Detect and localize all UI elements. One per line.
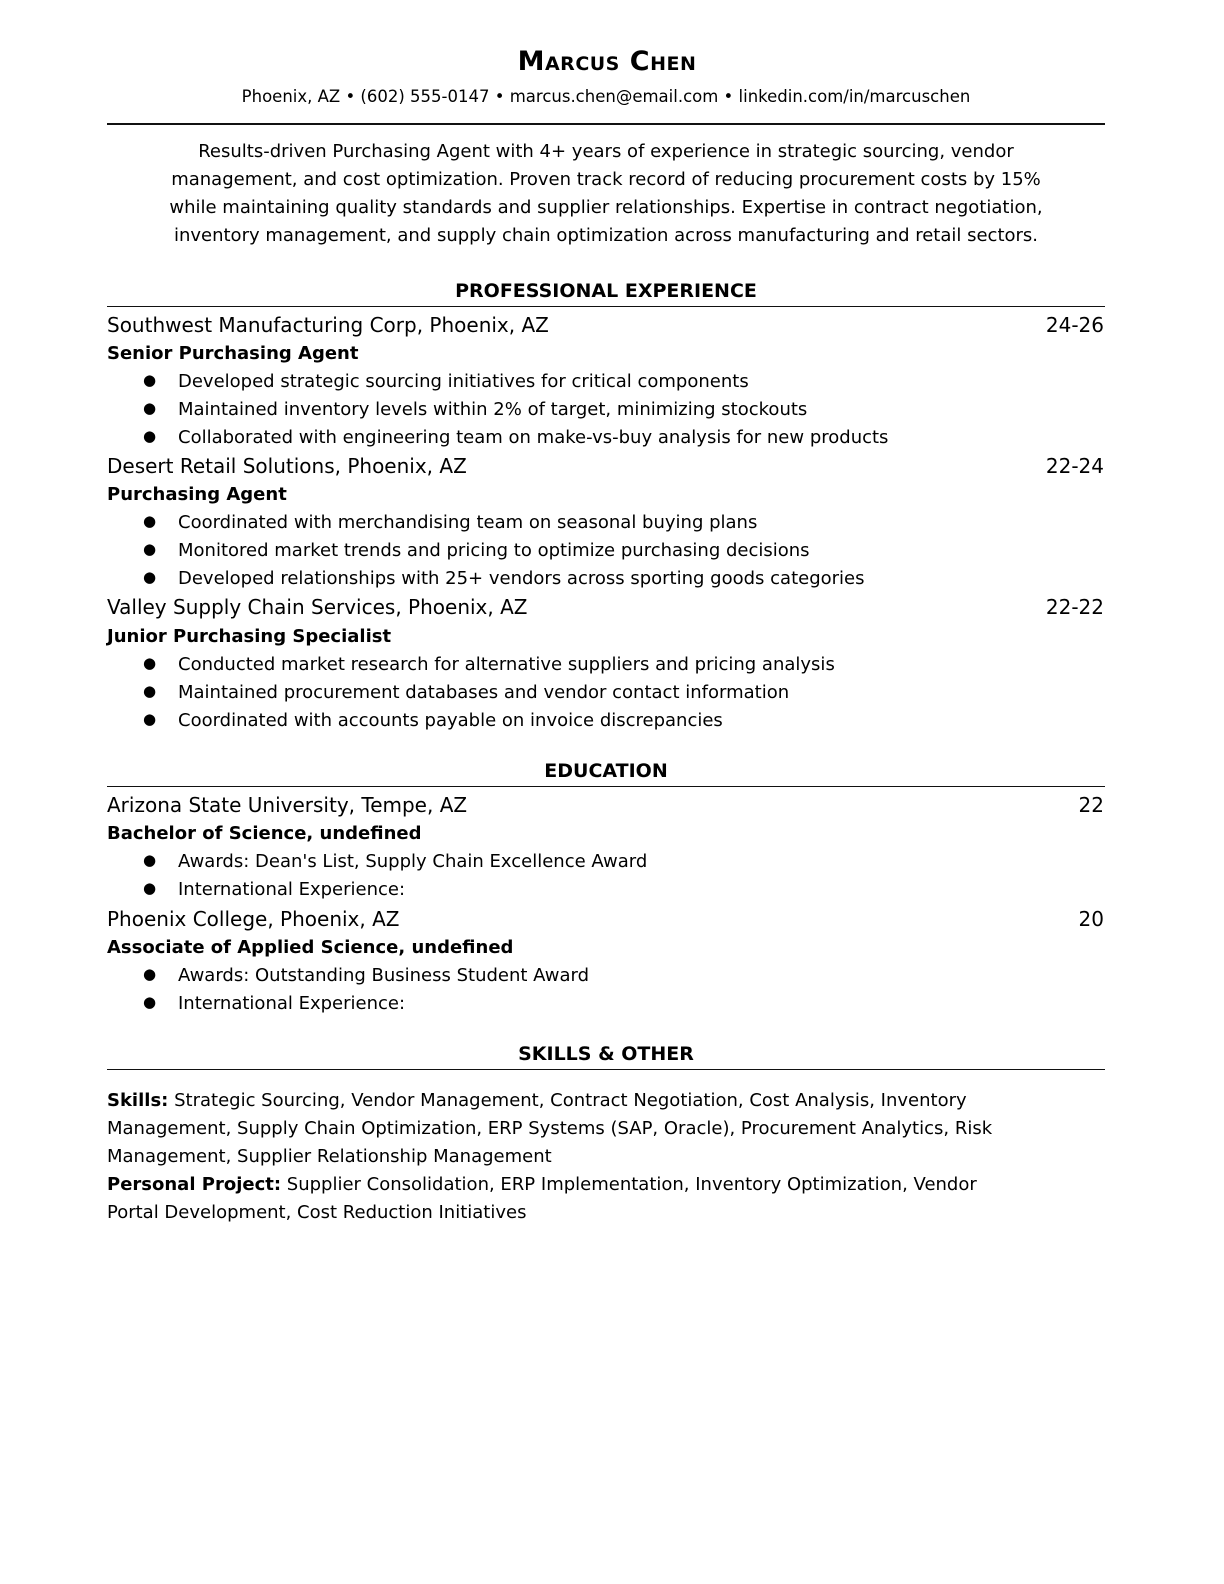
job-dates: 22-22 [1045, 595, 1104, 619]
bullet-icon: ● [143, 540, 157, 558]
experience-divider [107, 306, 1105, 307]
education-heading: EDUCATION [544, 760, 668, 782]
skills-paragraph: Skills: Strategic Sourcing, Vendor Management, Contract Negotiation, Cost Analysis, Inventory Management, Supply Chain Optimization, ERP Systems (SAP, Oracle), Procurement Analytics, Risk Management, Supplier Relationship Management [107, 1090, 993, 1167]
project-label: Personal Project: [107, 1174, 282, 1195]
skills-heading: SKILLS & OTHER [518, 1043, 694, 1065]
school-degree: Associate of Applied Science, undefined [107, 937, 514, 958]
school-org: Arizona State University, Tempe, AZ [107, 793, 468, 817]
job-org: Valley Supply Chain Services, Phoenix, AZ [107, 595, 528, 619]
job-org: Southwest Manufacturing Corp, Phoenix, AZ [107, 313, 549, 337]
education-divider [107, 786, 1105, 787]
job-role: Purchasing Agent [107, 484, 287, 505]
bullet-icon: ● [143, 879, 157, 897]
school-dates: 20 [1078, 907, 1104, 931]
job-dates: 24-26 [1045, 313, 1104, 337]
job-role: Senior Purchasing Agent [107, 343, 359, 364]
bullet-icon: ● [143, 371, 157, 389]
summary-line: while maintaining quality standards and supplier relationships. Expertise in contract negotiation, [169, 197, 1043, 218]
bullet-icon: ● [143, 993, 157, 1011]
bullet-icon: ● [143, 710, 157, 728]
summary-line: management, and cost optimization. Proven track record of reducing procurement costs by 15% [171, 169, 1041, 190]
header-divider [107, 123, 1105, 125]
bullet-icon: ● [143, 682, 157, 700]
contact-line: Phoenix, AZ • (602) 555-0147 • marcus.chen@email.com • linkedin.com/in/marcuschen [241, 87, 971, 106]
job-dates: 22-24 [1045, 454, 1104, 478]
resume-page: Marcus Chen Phoenix, AZ • (602) 555-0147 • marcus.chen@email.com • linkedin.com/in/marcuschen Results-driven Purchasing Agent with 4+ years of experience in strategic sourcing, vendor management, and cost optimization. Proven track record of reducing procurement costs by 15% while maintaining quality standards and supplier relationships. Expertise in contract negotiation, inventory management, and supply chain optimization across manufacturing and retail sectors. PROFESSIONAL EXPERIENCE Southwest Manufacturing Corp, Phoenix, AZ 24-26 Senior Purchasing Agent ● Developed strategic sourcing initiatives for critical components ● Maintained inventory levels within 2% of target, minimizing stockouts ● Collaborated with engineering team on make-vs-buy analysis for new products Desert Retail Solutions, Phoenix, AZ 22-24 Purchasing Agent ● Coordinated with merchandising team on seasonal buying plans ● Monitored market trends and pricing to optimize purchasing decisions ● Developed relationships with 25+ vendors across sporting goods categories Valley Supply Chain Services, Phoenix, AZ 22-22 Junior Purchasing Specialist ● Conducted market research for alternative suppliers and pricing analysis ● Maintained procurement databases and vendor contact information ● Coordinated with accounts payable on invoice discrepancies EDUCATION Arizona State University, Tempe, AZ 22 Bachelor of Science, undefined ● Awards: Dean's List, Supply Chain Excellence Award ● International Experience: Phoenix College, Phoenix, AZ 20 Associate of Applied Science, undefined ● Awards: Outstanding Business Student Award ● International Experience: SKILLS & OTHER Skills: Strategic Sourcing, Vendor Management, Contract Negotiation, Cost Analysis, Inventory Management, Supply Chain Optimization, ERP Systems (SAP, Oracle), Procurement Analytics, Risk Management, Supplier Relationship Management Personal Project: Supplier Consolidation, ERP Implementation, Inventory Optimization, Vendor Portal Development, Cost Reduction Initiatives [0, 0, 1224, 1584]
bullet-icon: ● [143, 965, 157, 983]
skills-divider [107, 1069, 1105, 1070]
bullet-icon: ● [143, 568, 157, 586]
candidate-name: Marcus Chen [517, 46, 697, 77]
bullet-icon: ● [143, 399, 157, 417]
bullet-icon: ● [143, 427, 157, 445]
bullet-icon: ● [143, 851, 157, 869]
bullet-icon: ● [143, 654, 157, 672]
experience-heading: PROFESSIONAL EXPERIENCE [455, 280, 757, 302]
summary [107, 138, 1105, 250]
job-org: Desert Retail Solutions, Phoenix, AZ [107, 454, 467, 478]
summary-line: inventory management, and supply chain optimization across manufacturing and retail sectors. [173, 225, 1039, 246]
job-role: Junior Purchasing Specialist [107, 626, 392, 647]
school-dates: 22 [1078, 793, 1104, 817]
school-degree: Bachelor of Science, undefined [107, 823, 422, 844]
skills-label: Skills: [107, 1090, 169, 1111]
summary-line: Results-driven Purchasing Agent with 4+ years of experience in strategic sourcing, vendor [198, 141, 1014, 162]
project-paragraph: Personal Project: Supplier Consolidation, ERP Implementation, Inventory Optimization, Vendor Portal Development, Cost Reduction Initiatives [107, 1174, 977, 1223]
school-org: Phoenix College, Phoenix, AZ [107, 907, 400, 931]
bullet-icon: ● [143, 512, 157, 530]
